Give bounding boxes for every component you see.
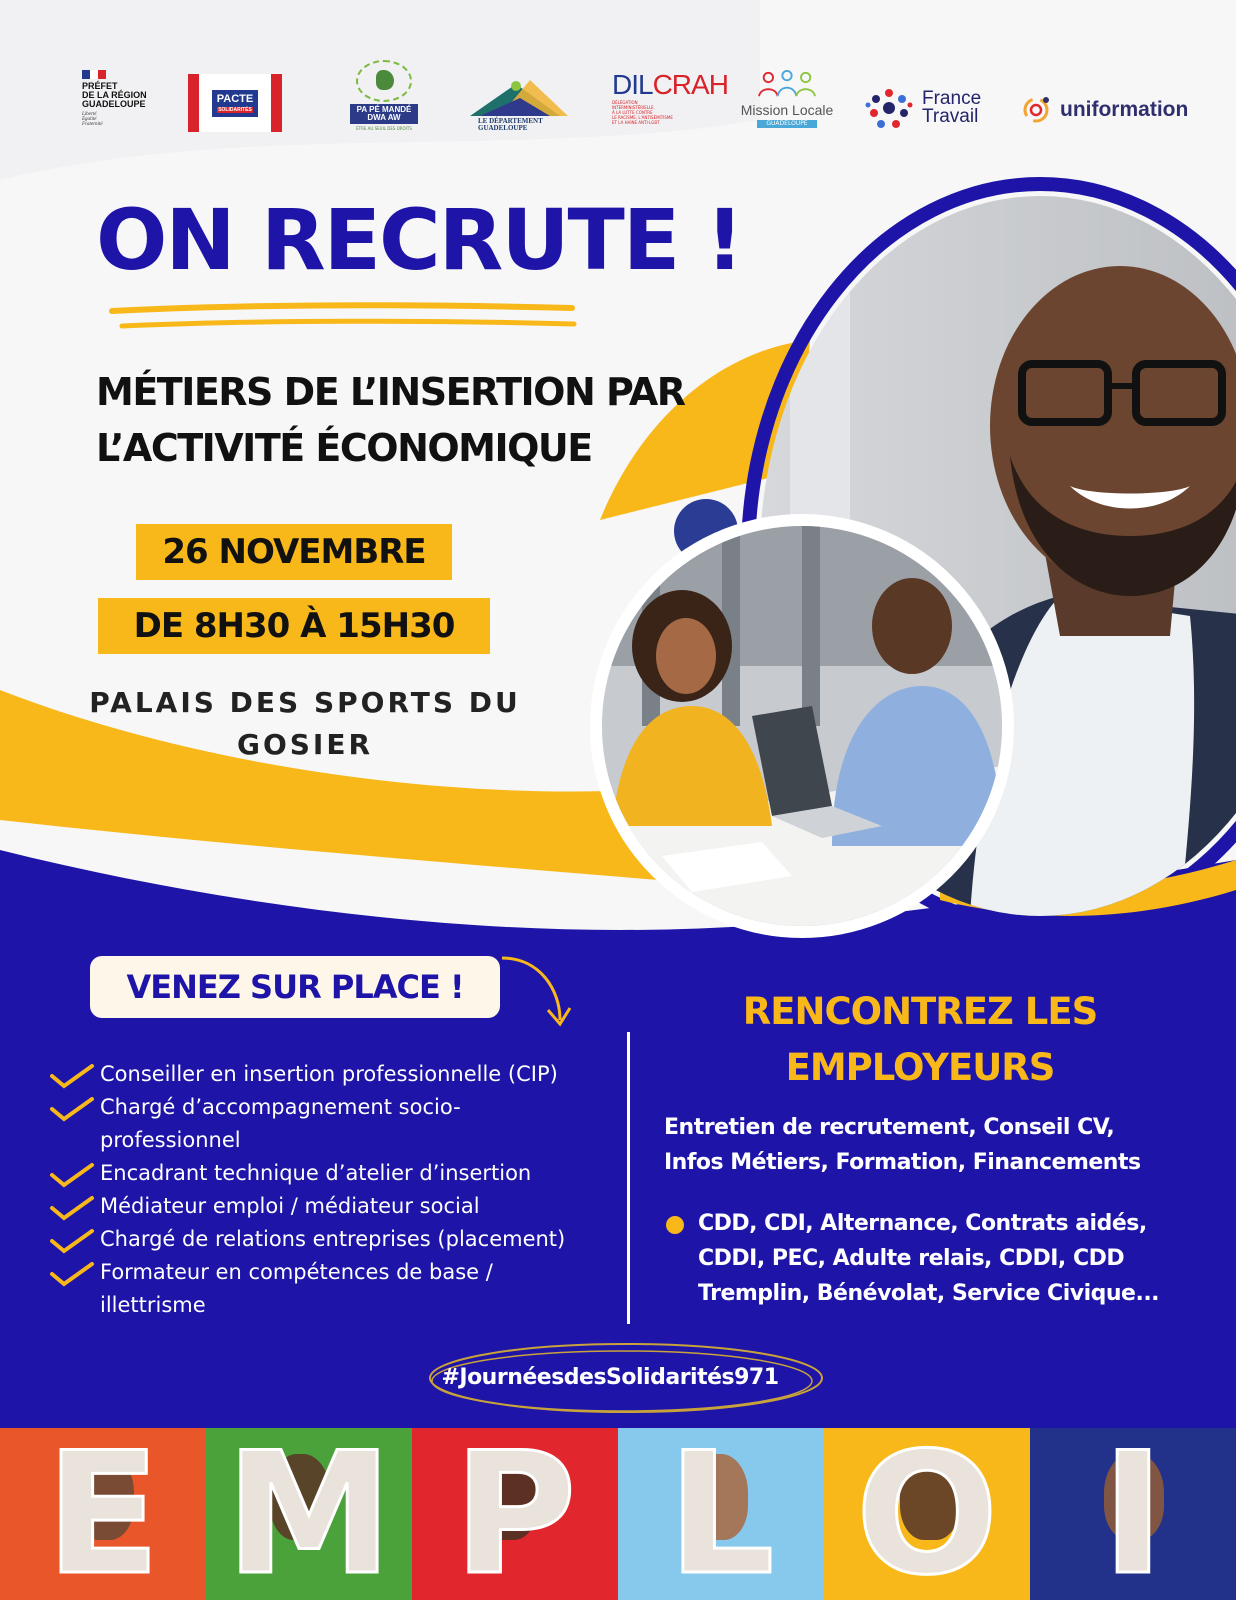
emploi-letter: I bbox=[1101, 1428, 1165, 1600]
france-travail-logo: France Travail bbox=[864, 80, 994, 136]
prefet-motto: Liberté Égalité Fraternité bbox=[82, 112, 103, 127]
emploi-cell-m bbox=[206, 1428, 412, 1600]
hashtag: #JournéesdesSolidarités971 bbox=[441, 1365, 779, 1390]
contracts-list: CDD, CDI, Alternance, Contrats aidés, CDDI, PEC, Adulte relais, CDDI, CDD Tremplin, Bénévolat, Service Civique... bbox=[666, 1206, 1206, 1311]
departement-emblem-icon bbox=[470, 76, 570, 120]
checkmark-icon bbox=[48, 1227, 96, 1255]
headline: ON RECRUTE ! bbox=[96, 191, 742, 289]
prefet-logo bbox=[82, 70, 172, 136]
column-divider bbox=[627, 1032, 630, 1324]
list-item: Chargé d’accompagnement socio- professionnel bbox=[48, 1091, 628, 1157]
bullet-icon bbox=[666, 1216, 684, 1234]
checkmark-icon bbox=[48, 1161, 96, 1189]
emploi-cell-e bbox=[0, 1428, 206, 1600]
emploi-cell-l bbox=[618, 1428, 824, 1600]
emploi-cell-p bbox=[412, 1428, 618, 1600]
list-item: Formateur en compétences de base / illettrisme bbox=[48, 1256, 628, 1322]
emploi-letter: P bbox=[453, 1428, 577, 1600]
meeting-photo bbox=[590, 514, 1014, 938]
uniformation-logo: uniformation bbox=[1018, 90, 1198, 130]
list-item: Chargé de relations entreprises (placement) bbox=[48, 1223, 628, 1256]
pacte-solidarites-logo: PACTE SOLIDARITÉS bbox=[188, 74, 282, 132]
list-item: Médiateur emploi / médiateur social bbox=[48, 1190, 628, 1223]
checkmark-icon bbox=[48, 1260, 96, 1288]
venue: PALAIS DES SPORTS DU GOSIER bbox=[89, 686, 521, 761]
list-item: Conseiller en insertion professionnelle (CIP) bbox=[48, 1058, 628, 1091]
france-travail-dots-icon bbox=[864, 83, 914, 133]
mission-locale-logo: Mission Locale GUADELOUPE bbox=[740, 70, 834, 140]
dilcrah-logo: DILCRAH DÉLÉGATION INTERMINISTÉRIELLE À LA LUTTE CONTRE LE RACISME, L'ANTISÉMITISME ET LA HAINE ANTI-LGBT bbox=[612, 69, 728, 125]
guadeloupe-map-icon bbox=[356, 60, 412, 102]
checkmark-icon bbox=[48, 1062, 96, 1090]
emploi-banner bbox=[0, 1428, 1236, 1600]
subtitle: MÉTIERS DE L’INSERTION PAR L’ACTIVITÉ ÉCONOMIQUE bbox=[96, 370, 685, 470]
job-list bbox=[48, 1058, 628, 1322]
people-icon bbox=[747, 70, 827, 98]
emploi-letter: L bbox=[667, 1428, 775, 1600]
emploi-letter: M bbox=[225, 1428, 393, 1600]
emploi-cell-i bbox=[1030, 1428, 1236, 1600]
hours-badge: DE 8H30 À 15H30 bbox=[98, 598, 490, 654]
uniformation-swirl-icon bbox=[1018, 92, 1054, 128]
emploi-cell-o bbox=[824, 1428, 1030, 1600]
checkmark-icon bbox=[48, 1095, 96, 1123]
pa-pe-mande-logo: PA PÉ MANDÉ DWA AW ÉTRE AU SEUIL DES DROITS bbox=[350, 60, 418, 144]
checkmark-icon bbox=[48, 1194, 96, 1222]
emploi-letter: E bbox=[45, 1428, 161, 1600]
emploi-letter: O bbox=[855, 1428, 999, 1600]
rencontrez-heading: RENCONTREZ LES EMPLOYEURS bbox=[742, 990, 1098, 1089]
departement-logo: LE DÉPARTEMENT GUADELOUPE bbox=[470, 76, 570, 138]
services-text: Entretien de recrutement, Conseil CV, Infos Métiers, Formation, Financements bbox=[664, 1115, 1141, 1175]
date-badge: 26 NOVEMBRE bbox=[136, 524, 452, 580]
french-flag-icon bbox=[82, 70, 106, 79]
venez-sur-place-banner: VENEZ SUR PLACE ! bbox=[90, 956, 500, 1018]
prefet-title: PRÉFET DE LA RÉGION GUADELOUPE bbox=[82, 81, 147, 109]
list-item: Encadrant technique d’atelier d’insertion bbox=[48, 1157, 628, 1190]
